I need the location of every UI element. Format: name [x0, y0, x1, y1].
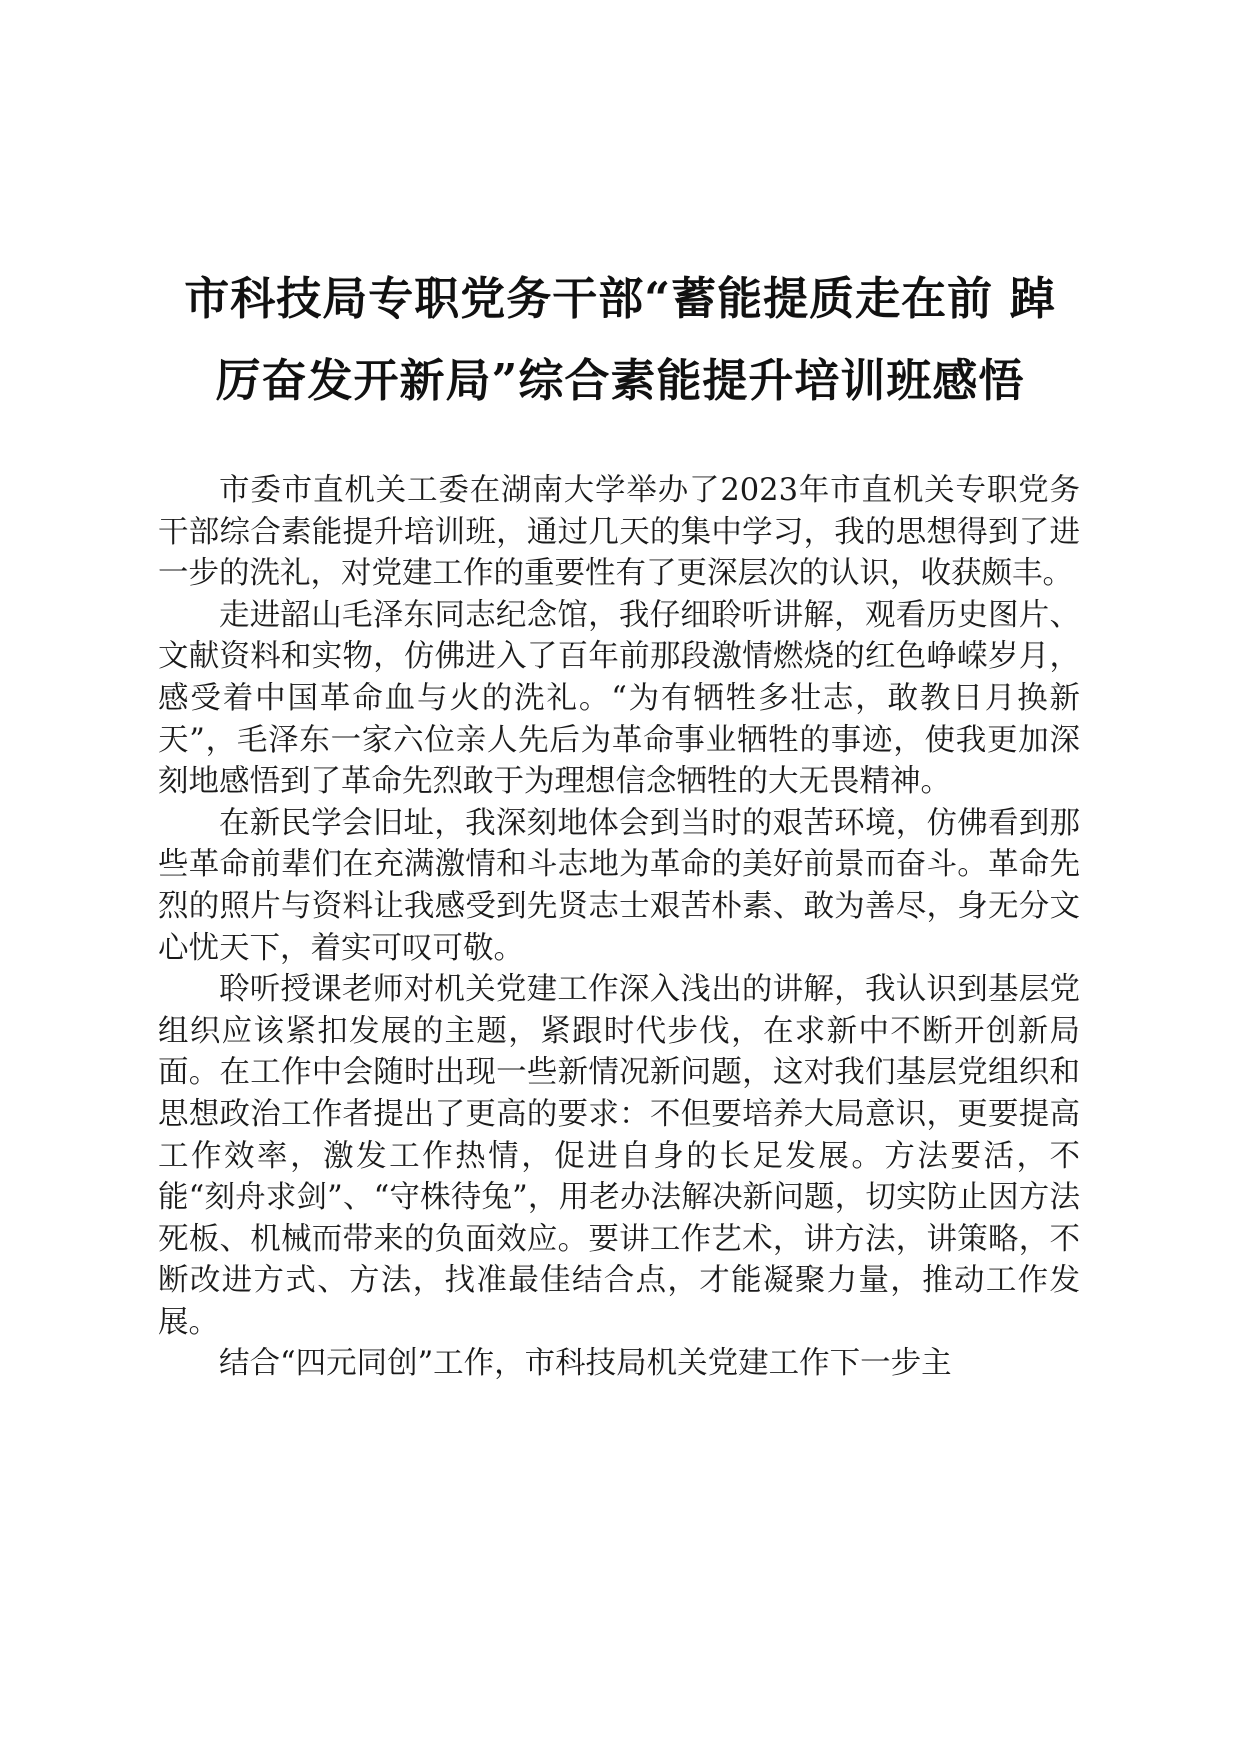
document-title	[150, 258, 1090, 422]
paragraph-xinmin-society: 在新民学会旧址，我深刻地体会到当时的艰苦环境，仿佛看到那些革命前辈们在充满激情和斗志地为革命的美好前景而奋斗。革命先烈的照片与资料让我感受到先贤志士艰苦朴素、敢为善尽，身无分文心忧天下，着实可叹可敬。	[158, 805, 1080, 966]
title-line-1: 市科技局专职党务干部“蓄能提质走在前 踔	[184, 272, 1056, 325]
document-body	[158, 470, 1080, 1385]
paragraph-intro: 市委市直机关工委在湖南大学举办了2023年市直机关专职党务干部综合素能提升培训班，通过几天的集中学习，我的思想得到了进一步的洗礼，对党建工作的重要性有了更深层次的认识，收获颇丰。	[158, 473, 1080, 592]
paragraph-next-steps: 结合“四元同创”工作，市科技局机关党建工作下一步主	[219, 1346, 952, 1382]
title-line-2: 厉奋发开新局”综合素能提升培训班感悟	[215, 354, 1025, 407]
paragraph-shaoshan-memorial: 走进韶山毛泽东同志纪念馆，我仔细聆听讲解，观看历史图片、文献资料和实物，仿佛进入了百年前那段激情燃烧的红色峥嵘岁月，感受着中国革命血与火的洗礼。“为有牺牲多壮志，敢教日月换新天”，毛泽东一家六位亲人先后为革命事业牺牲的事迹，使我更加深刻地感悟到了革命先烈敢于为理想信念牺牲的大无畏精神。	[158, 597, 1080, 800]
paragraph-lecture-insights: 聆听授课老师对机关党建工作深入浅出的讲解，我认识到基层党组织应该紧扣发展的主题，紧跟时代步伐，在求新中不断开创新局面。在工作中会随时出现一些新情况新问题，这对我们基层党组织和思想政治工作者提出了更高的要求：不但要培养大局意识，更要提高工作效率，激发工作热情，促进自身的长足发展。方法要活，不能“刻舟求剑”、“守株待兔”，用老办法解决新问题，切实防止因方法死板、机械而带来的负面效应。要讲工作艺术，讲方法，讲策略，不断改进方式、方法，找准最佳结合点，才能凝聚力量，推动工作发展。	[158, 972, 1080, 1340]
